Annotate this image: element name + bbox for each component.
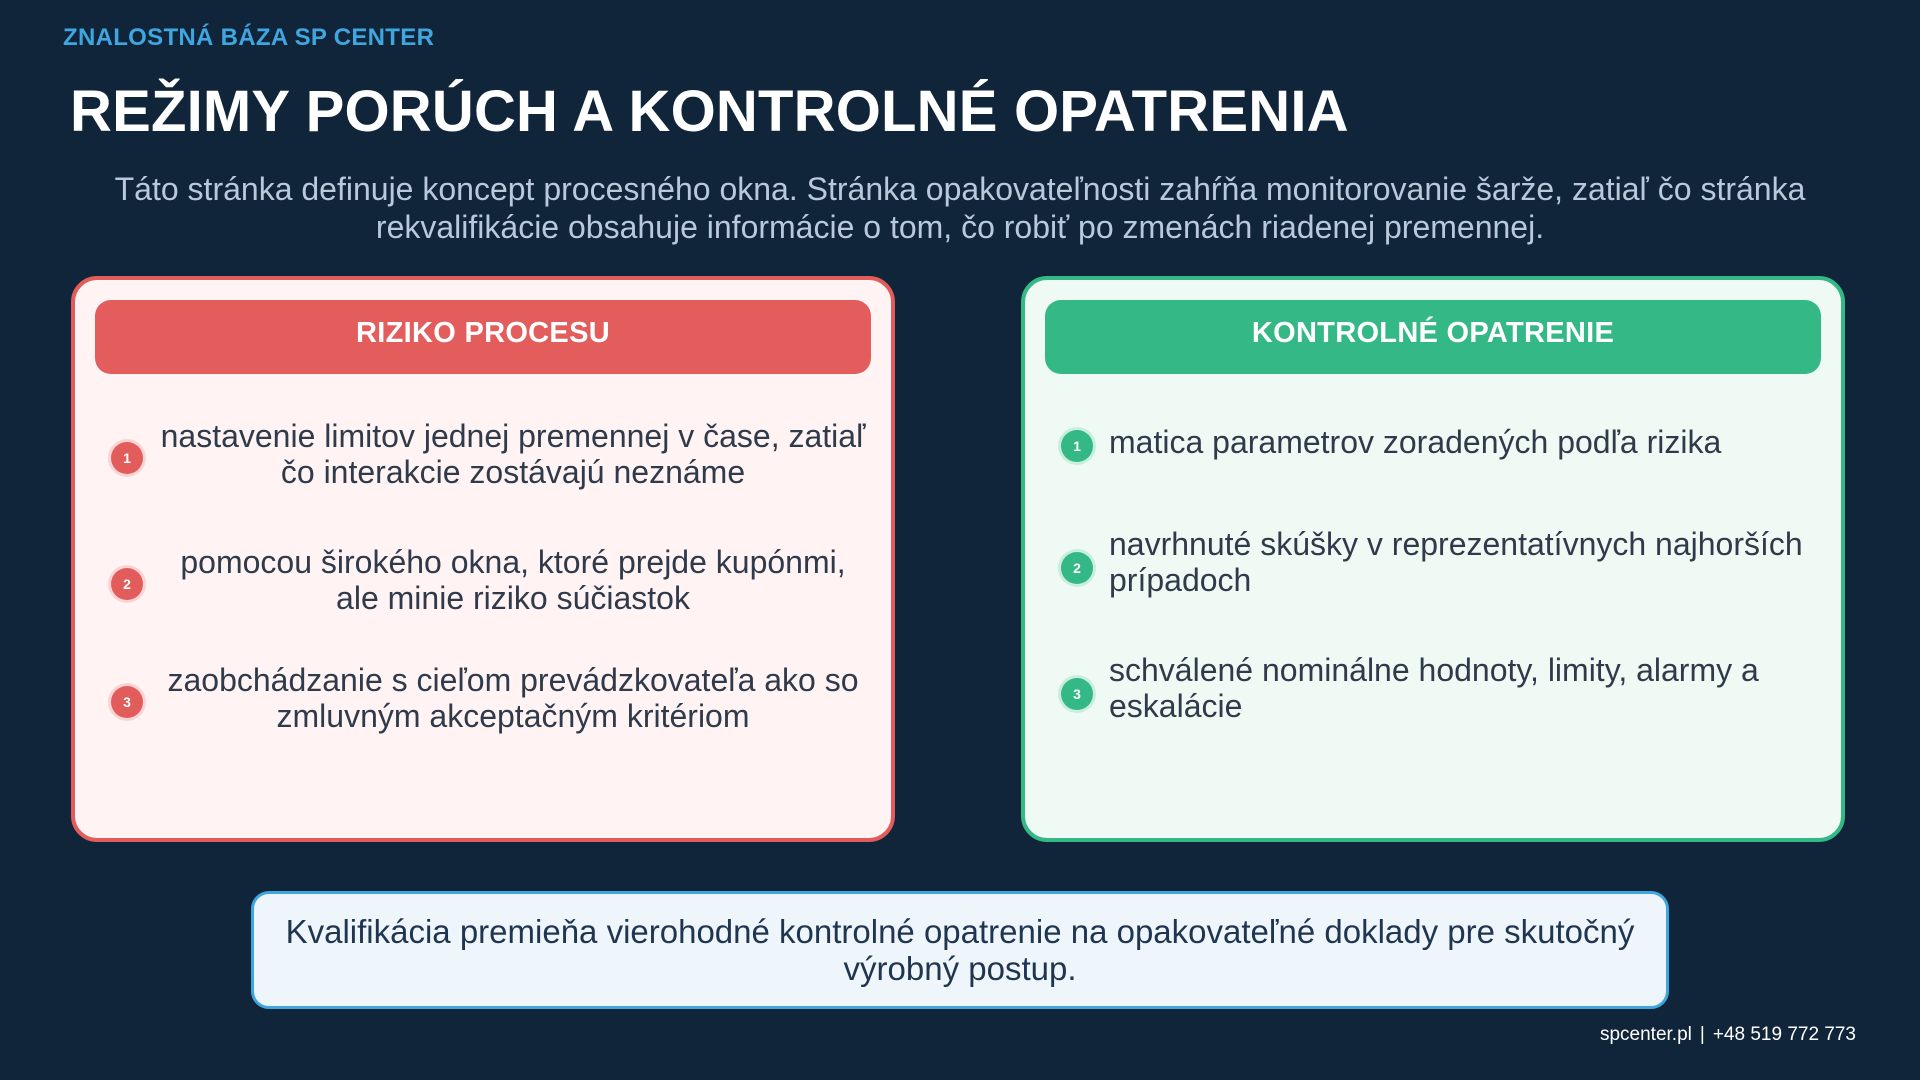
page-title: REŽIMY PORÚCH A KONTROLNÉ OPATRENIA (70, 79, 1349, 144)
summary-box (251, 891, 1669, 1009)
risk-panel (71, 276, 895, 842)
page-subtitle: Táto stránka definuje koncept procesného okna. Stránka opakovateľnosti zahŕňa monitorovanie šarže, zatiaľ čo stránka rekvalifikácie obsahuje informácie o tom, čo robiť po zmenách riadenej premennej. (114, 171, 1806, 245)
summary-text: Kvalifikácia premieňa vierohodné kontrolné opatrenie na opakovateľné doklady pre skutočný výrobný postup. (285, 913, 1635, 987)
website-link[interactable]: spcenter.pl (1599, 1024, 1692, 1045)
footer-contact (1600, 1024, 1856, 1046)
number-badge: 3 (1061, 678, 1093, 710)
footer-separator: | (1699, 1024, 1705, 1045)
number-badge: 2 (1061, 552, 1093, 584)
control-panel (1021, 276, 1845, 842)
control-panel-heading: KONTROLNÉ OPATRENIE (1045, 300, 1821, 374)
number-badge: 1 (111, 442, 143, 474)
number-badge: 3 (111, 686, 143, 718)
kicker-label: ZNALOSTNÁ BÁZA SP CENTER (63, 24, 435, 51)
control-item-text: navrhnuté skúšky v reprezentatívnych najhorších prípadoch (1109, 526, 1803, 598)
phone-number[interactable]: +48 519 772 773 (1712, 1024, 1856, 1045)
risk-item-text: nastavenie limitov jednej premennej v čase, zatiaľ čo interakcie zostávajú neznáme (160, 418, 866, 490)
number-badge: 2 (111, 568, 143, 600)
risk-panel-heading: RIZIKO PROCESU (95, 300, 871, 374)
risk-item-text: pomocou širokého okna, ktoré prejde kupónmi, ale minie riziko súčiastok (180, 544, 846, 616)
number-badge: 1 (1061, 430, 1093, 462)
control-item-text: matica parametrov zoradených podľa rizika (1109, 424, 1722, 460)
control-item-text: schválené nominálne hodnoty, limity, alarmy a eskalácie (1109, 652, 1759, 724)
risk-item-text: zaobchádzanie s cieľom prevádzkovateľa ako so zmluvným akceptačným kritériom (167, 662, 859, 734)
